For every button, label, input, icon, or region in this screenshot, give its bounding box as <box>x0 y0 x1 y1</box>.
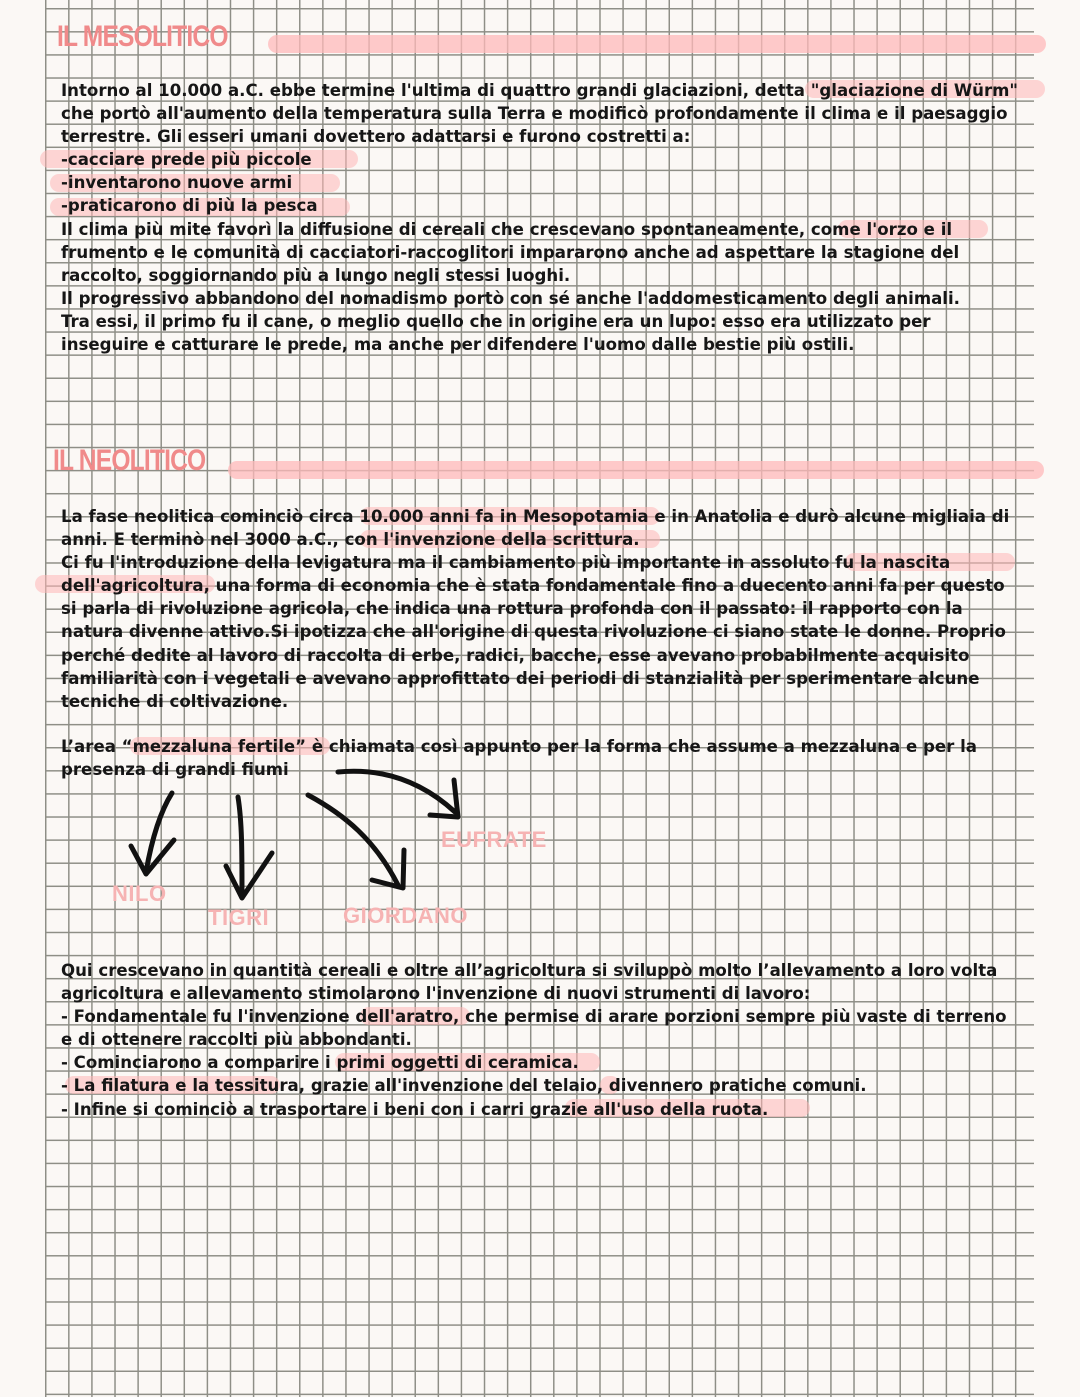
text-line: raccolto, soggiornando più a lungo negli stessi luoghi. <box>61 265 571 285</box>
text-line: agricoltura e allevamento stimolarono l'invenzione di nuovi strumenti di lavoro: <box>61 984 811 1004</box>
text-line: -cacciare prede più piccole <box>61 150 312 170</box>
text-line: presenza di grandi fiumi <box>61 760 289 780</box>
neolitico-text <box>61 505 1036 713</box>
arrow-eufrate-head <box>430 780 458 817</box>
text-line: Ci fu l'introduzione della levigatura ma il cambiamento più importante in assoluto fu la nascita <box>61 553 951 573</box>
page-margin-left <box>0 0 45 1397</box>
text-line: frumento e le comunità di cacciatori-raccoglitori impararono anche ad aspettare la stagione del <box>61 242 960 262</box>
text-line: anni. E terminò nel 3000 a.C., con l'invenzione della scrittura. <box>61 530 640 550</box>
text-line: che portò all'aumento della temperatura sulla Terra e modificò profondamente il clima e il paesaggio <box>61 104 1008 124</box>
arrow-nilo <box>146 793 172 872</box>
mesolitico-text <box>61 79 1036 356</box>
title-underline-neolitico <box>228 461 1044 479</box>
text-line: perché dedite al lavoro di raccolta di erbe, radici, bacche, esse avevano probabilmente acquisito <box>61 645 970 665</box>
text-line: L’area “mezzaluna fertile” è chiamata così appunto per la forma che assume a mezzaluna e per la <box>61 737 977 756</box>
text-line: La fase neolitica cominciò circa 10.000 anni fa in Mesopotamia e in Anatolia e durò alcune migliaia di <box>61 507 1010 526</box>
river-label-eufrate: EUFRATE <box>441 827 547 852</box>
text-line: inseguire e catturare le prede, ma anche per difendere l'uomo dalle bestie più ostili. <box>61 335 855 355</box>
text-line: - Cominciarono a comparire i primi oggetti di ceramica. <box>61 1053 579 1073</box>
closing-text <box>61 959 1036 1121</box>
title-underline-mesolitico <box>268 35 1046 53</box>
text-line: - Infine si cominciò a trasportare i beni con i carri grazie all'uso della ruota. <box>61 1099 769 1119</box>
text-line: tecniche di coltivazione. <box>61 691 289 711</box>
river-label-nilo: NILO <box>112 881 167 906</box>
text-line: dell'agricoltura, una forma di economia che è stata fondamentale fino a duecento anni fa per questo <box>61 576 1005 596</box>
arrow-tigri <box>238 797 242 895</box>
text-line: e di ottenere raccolti più abbondanti. <box>61 1030 412 1050</box>
text-line: - La filatura e la tessitura, grazie all'invenzione del telaio, divennero pratiche comuni. <box>61 1076 867 1096</box>
arrow-nilo-head <box>131 840 174 874</box>
page-margin-right <box>1034 0 1080 1397</box>
arrow-giordano <box>308 795 398 885</box>
section-title-neolitico: IL NEOLITICO <box>53 444 206 477</box>
arrow-giordano-head <box>372 850 404 888</box>
river-label-tigri: TIGRI <box>208 905 270 930</box>
text-line: - Fondamentale fu l'invenzione dell'aratro, che permise di arare porzioni sempre più vaste di terreno <box>61 1007 1007 1027</box>
section-title-mesolitico: IL MESOLITICO <box>57 20 228 53</box>
text-line: Intorno al 10.000 a.C. ebbe termine l'ultima di quattro grandi glaciazioni, detta "glaciazione di Würm" <box>61 81 1019 100</box>
text-line: Il progressivo abbandono del nomadismo portò con sé anche l'addomesticamento degli animali. <box>61 288 960 308</box>
text-line: Tra essi, il primo fu il cane, o meglio quello che in origine era un lupo: esso era utilizzato per <box>61 311 931 331</box>
text-line: -praticarono di più la pesca <box>61 196 318 216</box>
arrow-tigri-head <box>226 853 272 898</box>
river-label-giordano: GIORDANO <box>343 903 468 928</box>
text-line: Il clima più mite favorì la diffusione di cereali che crescevano spontaneamente, come l'orzo e il <box>61 219 953 239</box>
text-line: natura divenne attivo.Si ipotizza che all'origine di questa rivoluzione ci siano state le donne. Proprio <box>61 622 1006 642</box>
text-line: si parla di rivoluzione agricola, che indica una rottura profonda con il passato: il rapporto con la <box>61 599 963 619</box>
text-line: familiarità con i vegetali e avevano approfittato dei periodi di stanzialità per sperimentare alcune <box>61 668 980 688</box>
text-line: Qui crescevano in quantità cereali e oltre all’agricoltura si sviluppò molto l’allevamento a loro volta <box>61 961 998 980</box>
text-line: terrestre. Gli esseri umani dovettero adattarsi e furono costretti a: <box>61 127 691 147</box>
text-line: -inventarono nuove armi <box>61 173 293 193</box>
mezzaluna-text <box>61 735 1036 781</box>
